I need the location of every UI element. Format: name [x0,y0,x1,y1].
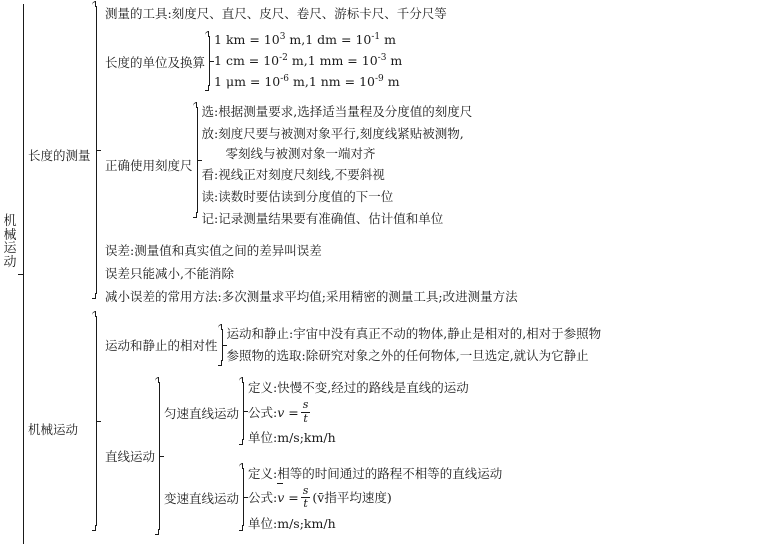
variable-formula: 公式:v = $\frac{s}{t}$ (v̄指平均速度) [248,484,392,511]
unit-conversion-row: 1 km = $10^3$ m,1 dm = $10^{-1}$ m [214,32,396,48]
root-title-char: 械 [3,227,17,243]
group-tools: 测量的工具:刻度尺、直尺、皮尺、卷尺、游标卡尺、千分尺等 [105,5,447,21]
relativity-row: 运动和静止:宇宙中没有真正不动的物体,静止是相对的,相对于参照物 [226,325,602,341]
group-error-definition: 误差:测量值和真实值之间的差异叫误差 [105,243,322,259]
group-correct-use [101,97,766,234]
correct-use-row-cont: 零刻线与被测对象一端对齐 [225,146,376,162]
fraction-numerator: s [302,398,309,412]
fraction-denominator: t [303,497,308,511]
group-label-linear-motion: 直线运动 [105,448,156,464]
uniform-formula: 公式:v = $\frac{s}{t}$ [248,398,309,425]
subgroup-label-variable: 变速直线运动 [164,491,240,507]
branch-label-mechanical-motion: 机械运动 [28,422,79,437]
root-title-char: 动 [3,254,17,270]
group-linear-motion [101,376,766,536]
group-label-correct-use: 正确使用刻度尺 [105,158,193,174]
group-brace-icon [193,101,202,219]
group-items-relativity [227,323,602,368]
subgroup-items-uniform [248,376,469,450]
group-label-units: 长度的单位及换算 [105,54,206,70]
branch-list [28,0,766,548]
group-error-methods: 减小误差的常用方法:多次测量求平均值;采用精密的测量工具;改进测量方法 [105,289,518,305]
branch-length-measurement [28,0,766,310]
group-items-units [214,30,402,92]
subgroup-brace-icon [239,376,248,446]
uniform-definition: 定义:快慢不变,经过的路线是直线的运动 [248,379,469,395]
branch-groups-length [101,2,766,309]
branch-brace-icon [92,0,101,300]
subgroup-list [164,376,502,536]
group-items-correct-use [202,101,473,230]
fraction [301,485,311,510]
group-error-reduce-only: 误差只能减小,不能消除 [105,266,234,282]
subgroup-brace-icon [239,462,248,532]
formula-prefix: 公式: [248,404,278,420]
group-brace-icon [155,376,164,536]
group-label-relativity: 运动和静止的相对性 [105,338,218,353]
branch-groups-motion [101,323,766,536]
diagram-body [18,0,766,548]
root-title-char: 机 [3,214,17,229]
variable-definition: 定义:相等的时间通过的路程不相等的直线运动 [248,465,503,481]
branch-brace-icon [92,310,101,532]
subgroup-uniform-linear-motion [164,376,502,456]
subgroup-label-uniform: 匀速直线运动 [164,405,240,421]
formula-variable: v [277,404,285,420]
subgroup-variable-linear-motion [164,456,502,536]
root-title-char: 运 [3,241,17,257]
relativity-row: 参照物的选取:除研究对象之外的任何物体,一旦选定,就认为它静止 [226,348,589,363]
group-brace-icon [205,30,214,92]
fraction-denominator: t [303,411,308,425]
root-brace-icon [18,0,28,548]
branch-mechanical-motion [28,310,766,548]
uniform-units: 单位:m/s;km/h [248,429,336,445]
unit-conversion-row: 1 $\mu m = 10^{-6}$ m,1 nm = $10^{-9}$ m [214,73,400,90]
correct-use-row: 记:记录测量结果要有准确值、估计值和单位 [201,211,444,227]
correct-use-row: 选:根据测量要求,选择适当量程及分度值的刻度尺 [201,103,473,119]
correct-use-row: 放:刻度尺要与被测对象平行,刻度线紧贴被测物, [201,125,464,141]
group-relativity [101,323,766,376]
correct-use-row: 读:读数时要估读到分度值的下一位 [201,189,394,205]
unit-conversion-row: 1 cm = $10^{-2}$ m,1 mm = $10^{-3}$ m [214,53,403,69]
group-brace-icon [218,323,227,367]
root-title [2,215,18,270]
formula-prefix: 公式: [248,490,278,506]
formula-note: (v̄指平均速度) [312,490,392,506]
formula-variable-bar: v [277,485,284,511]
branch-label-length-measurement: 长度的测量 [28,148,91,163]
fraction-numerator: s [302,484,309,498]
subgroup-items-variable [248,462,502,536]
group-units [101,28,766,96]
fraction [301,399,311,424]
variable-units: 单位:m/s;km/h [248,515,336,531]
correct-use-row: 看:视线正对刻度尺刻线,不要斜视 [201,167,385,183]
